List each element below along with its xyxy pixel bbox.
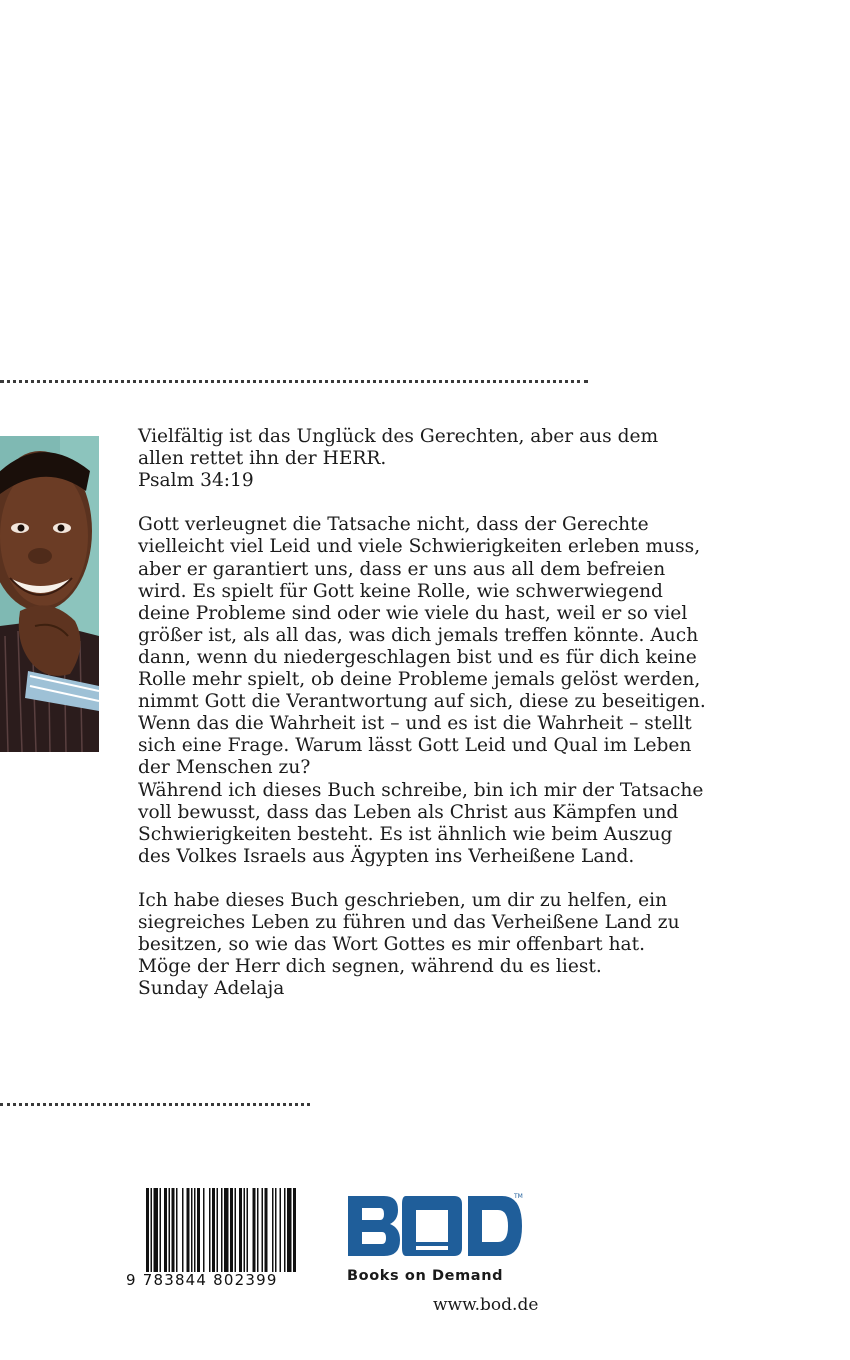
- closing-line: Möge der Herr dich segnen, während du es liest.: [138, 956, 602, 978]
- body-line: der Menschen zu?: [138, 757, 311, 779]
- quote-reference: Psalm 34:19: [138, 470, 254, 492]
- bod-logo: [346, 1190, 526, 1262]
- body-line: des Volkes Israels aus Ägypten ins Verheißene Land.: [138, 845, 635, 867]
- isbn-digits: 9 783844 802399: [126, 1271, 278, 1289]
- dotted-divider-top: [0, 380, 588, 383]
- body-line: vielleicht viel Leid und viele Schwierigkeiten erleben muss,: [138, 536, 701, 558]
- quote-line: Vielfältig ist das Unglück des Gerechten, aber aus dem: [138, 426, 659, 447]
- dotted-divider-bottom: [0, 1103, 310, 1106]
- body-line: Rolle mehr spielt, ob deine Probleme jemals gelöst werden,: [138, 669, 701, 691]
- body-line: wird. Es spielt für Gott keine Rolle, wie schwerwiegend: [138, 580, 663, 602]
- publisher-url: www.bod.de: [433, 1295, 539, 1315]
- body-line: sich eine Frage. Warum lässt Gott Leid und Qual im Leben: [138, 735, 692, 757]
- closing-line: besitzen, so wie das Wort Gottes es mir offenbart hat.: [138, 934, 646, 956]
- closing-line: Ich habe dieses Buch geschrieben, um dir zu helfen, ein: [138, 889, 668, 911]
- body-line: aber er garantiert uns, dass er uns aus all dem befreien: [138, 558, 666, 580]
- body-line: Während ich dieses Buch schreibe, bin ich mir der Tatsache: [138, 779, 704, 801]
- trademark-mark: TM: [514, 1193, 523, 1200]
- body-line: deine Probleme sind oder wie viele du hast, weil er so viel: [138, 602, 688, 624]
- body-line: dann, wenn du niedergeschlagen bist und es für dich keine: [138, 646, 697, 668]
- quote-line: allen rettet ihn der HERR.: [138, 448, 387, 470]
- back-cover-blurb: [138, 426, 708, 1000]
- body-line: Gott verleugnet die Tatsache nicht, dass der Gerechte: [138, 514, 649, 536]
- body-line: größer ist, als all das, was dich jemals treffen könnte. Auch: [138, 624, 699, 646]
- body-line: voll bewusst, dass das Leben als Christ aus Kämpfen und: [138, 801, 679, 823]
- body-line: Schwierigkeiten besteht. Es ist ähnlich wie beim Auszug: [138, 823, 673, 845]
- closing-line: siegreiches Leben zu führen und das Verheißene Land zu: [138, 912, 680, 934]
- author-photo: [0, 436, 99, 752]
- publisher-tagline: Books on Demand: [347, 1268, 504, 1284]
- author-signature: Sunday Adelaja: [138, 978, 285, 1000]
- body-line: Wenn das die Wahrheit ist – und es ist die Wahrheit – stellt: [138, 713, 692, 735]
- body-line: nimmt Gott die Verantwortung auf sich, diese zu beseitigen.: [138, 691, 706, 713]
